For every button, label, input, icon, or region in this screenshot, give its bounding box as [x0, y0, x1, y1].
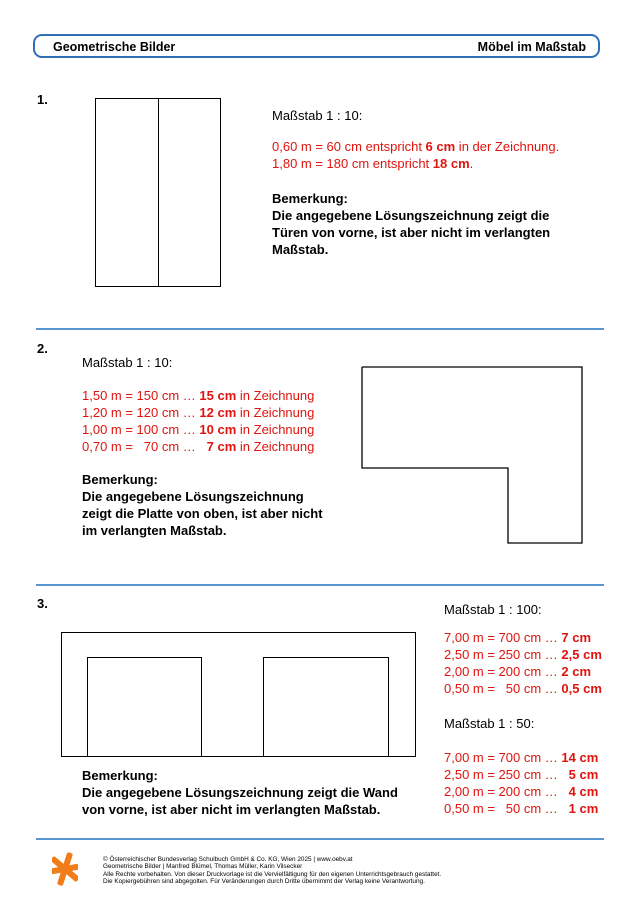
- task-3-solution-a: [444, 629, 602, 697]
- task-3-remark: [82, 767, 398, 818]
- task-3-wall-drawing: [61, 632, 416, 757]
- task-2-scale: Maßstab 1 : 10:: [82, 355, 173, 370]
- solution-line: 1,00 m = 100 cm … 10 cm in Zeichnung: [82, 422, 315, 437]
- solution-line: 7,00 m = 700 cm … 7 cm: [444, 630, 592, 645]
- footer-line: Die Kopiergebühren sind abgegolten. Für Veränderungen durch Dritte übernimmt der Verlag keine Verantwortung.: [103, 878, 425, 886]
- task-3-number: 3.: [37, 596, 48, 611]
- task-2-solution: [82, 387, 314, 455]
- solution-line: 1,80 m = 180 cm entspricht 18 cm.: [272, 156, 474, 171]
- remark-line: Türen von vorne, ist aber nicht im verlangten: [272, 225, 551, 240]
- solution-line: 0,70 m = 70 cm … 7 cm in Zeichnung: [82, 439, 315, 454]
- task-1-scale: Maßstab 1 : 10:: [272, 108, 363, 123]
- section-divider: [36, 328, 604, 330]
- remark-title: Bemerkung:: [82, 472, 158, 487]
- task-3-scale-a: Maßstab 1 : 100:: [444, 602, 542, 617]
- solution-line: 1,20 m = 120 cm … 12 cm in Zeichnung: [82, 405, 315, 420]
- task-3-solution-b: [444, 749, 598, 817]
- wall-door-right: [263, 657, 389, 757]
- footer-line: Alle Rechte vorbehalten. Von dieser Druckvorlage ist die Vervielfältigung für den eigenen Unterrichtsgebrauch gestattet.: [103, 870, 442, 878]
- remark-line: von vorne, ist aber nicht im verlangten Maßstab.: [82, 802, 381, 817]
- header-title-right: Möbel im Maßstab: [477, 40, 586, 54]
- remark-line: Die angegebene Lösungszeichnung zeigt die Wand: [82, 785, 398, 800]
- task-3-scale-b: Maßstab 1 : 50:: [444, 716, 535, 731]
- remark-line: zeigt die Platte von oben, ist aber nicht: [82, 506, 323, 521]
- footer-line: Geometrische Bilder | Manfred Blümel, Thomas Müller, Karin Vilsecker: [103, 863, 303, 871]
- remark-line: im verlangten Maßstab.: [82, 523, 227, 538]
- section-divider: [36, 584, 604, 586]
- solution-line: 1,50 m = 150 cm … 15 cm in Zeichnung: [82, 388, 315, 403]
- remark-line: Die angegebene Lösungszeichnung: [82, 489, 304, 504]
- task-2-number: 2.: [37, 341, 48, 356]
- solution-line: 2,50 m = 250 cm … 2,5 cm: [444, 647, 602, 662]
- remark-title: Bemerkung:: [272, 191, 348, 206]
- solution-line: 7,00 m = 700 cm … 14 cm: [444, 750, 599, 765]
- footer-copyright: [103, 856, 441, 886]
- page-header: [33, 34, 600, 58]
- solution-line: 0,60 m = 60 cm entspricht 6 cm in der Zeichnung.: [272, 139, 560, 154]
- oebv-star-logo-icon: [52, 852, 78, 886]
- remark-title: Bemerkung:: [82, 768, 158, 783]
- task-1-solution: [272, 138, 559, 172]
- solution-line: 0,50 m = 50 cm … 1 cm: [444, 801, 599, 816]
- solution-line: 2,50 m = 250 cm … 5 cm: [444, 767, 599, 782]
- footer-line: © Österreichischer Bundesverlag Schulbuch GmbH & Co. KG, Wien 2025 | www.oebv.at: [103, 856, 353, 863]
- header-title-left: Geometrische Bilder: [53, 40, 176, 54]
- wall-door-left: [87, 657, 202, 757]
- solution-line: 0,50 m = 50 cm … 0,5 cm: [444, 681, 602, 696]
- remark-line: Die angegebene Lösungszeichnung zeigt die: [272, 208, 550, 223]
- task-1-remark: [272, 190, 550, 258]
- l-shaped-plate-outline: [362, 367, 582, 543]
- door-divider-line: [158, 99, 159, 286]
- solution-line: 2,00 m = 200 cm … 4 cm: [444, 784, 599, 799]
- task-2-remark: [82, 471, 323, 539]
- solution-line: 2,00 m = 200 cm … 2 cm: [444, 664, 592, 679]
- task-1-number: 1.: [37, 92, 48, 107]
- task-1-door-drawing: [95, 98, 221, 287]
- remark-line: Maßstab.: [272, 242, 329, 257]
- section-divider: [36, 838, 604, 840]
- task-2-plate-drawing: [355, 360, 587, 548]
